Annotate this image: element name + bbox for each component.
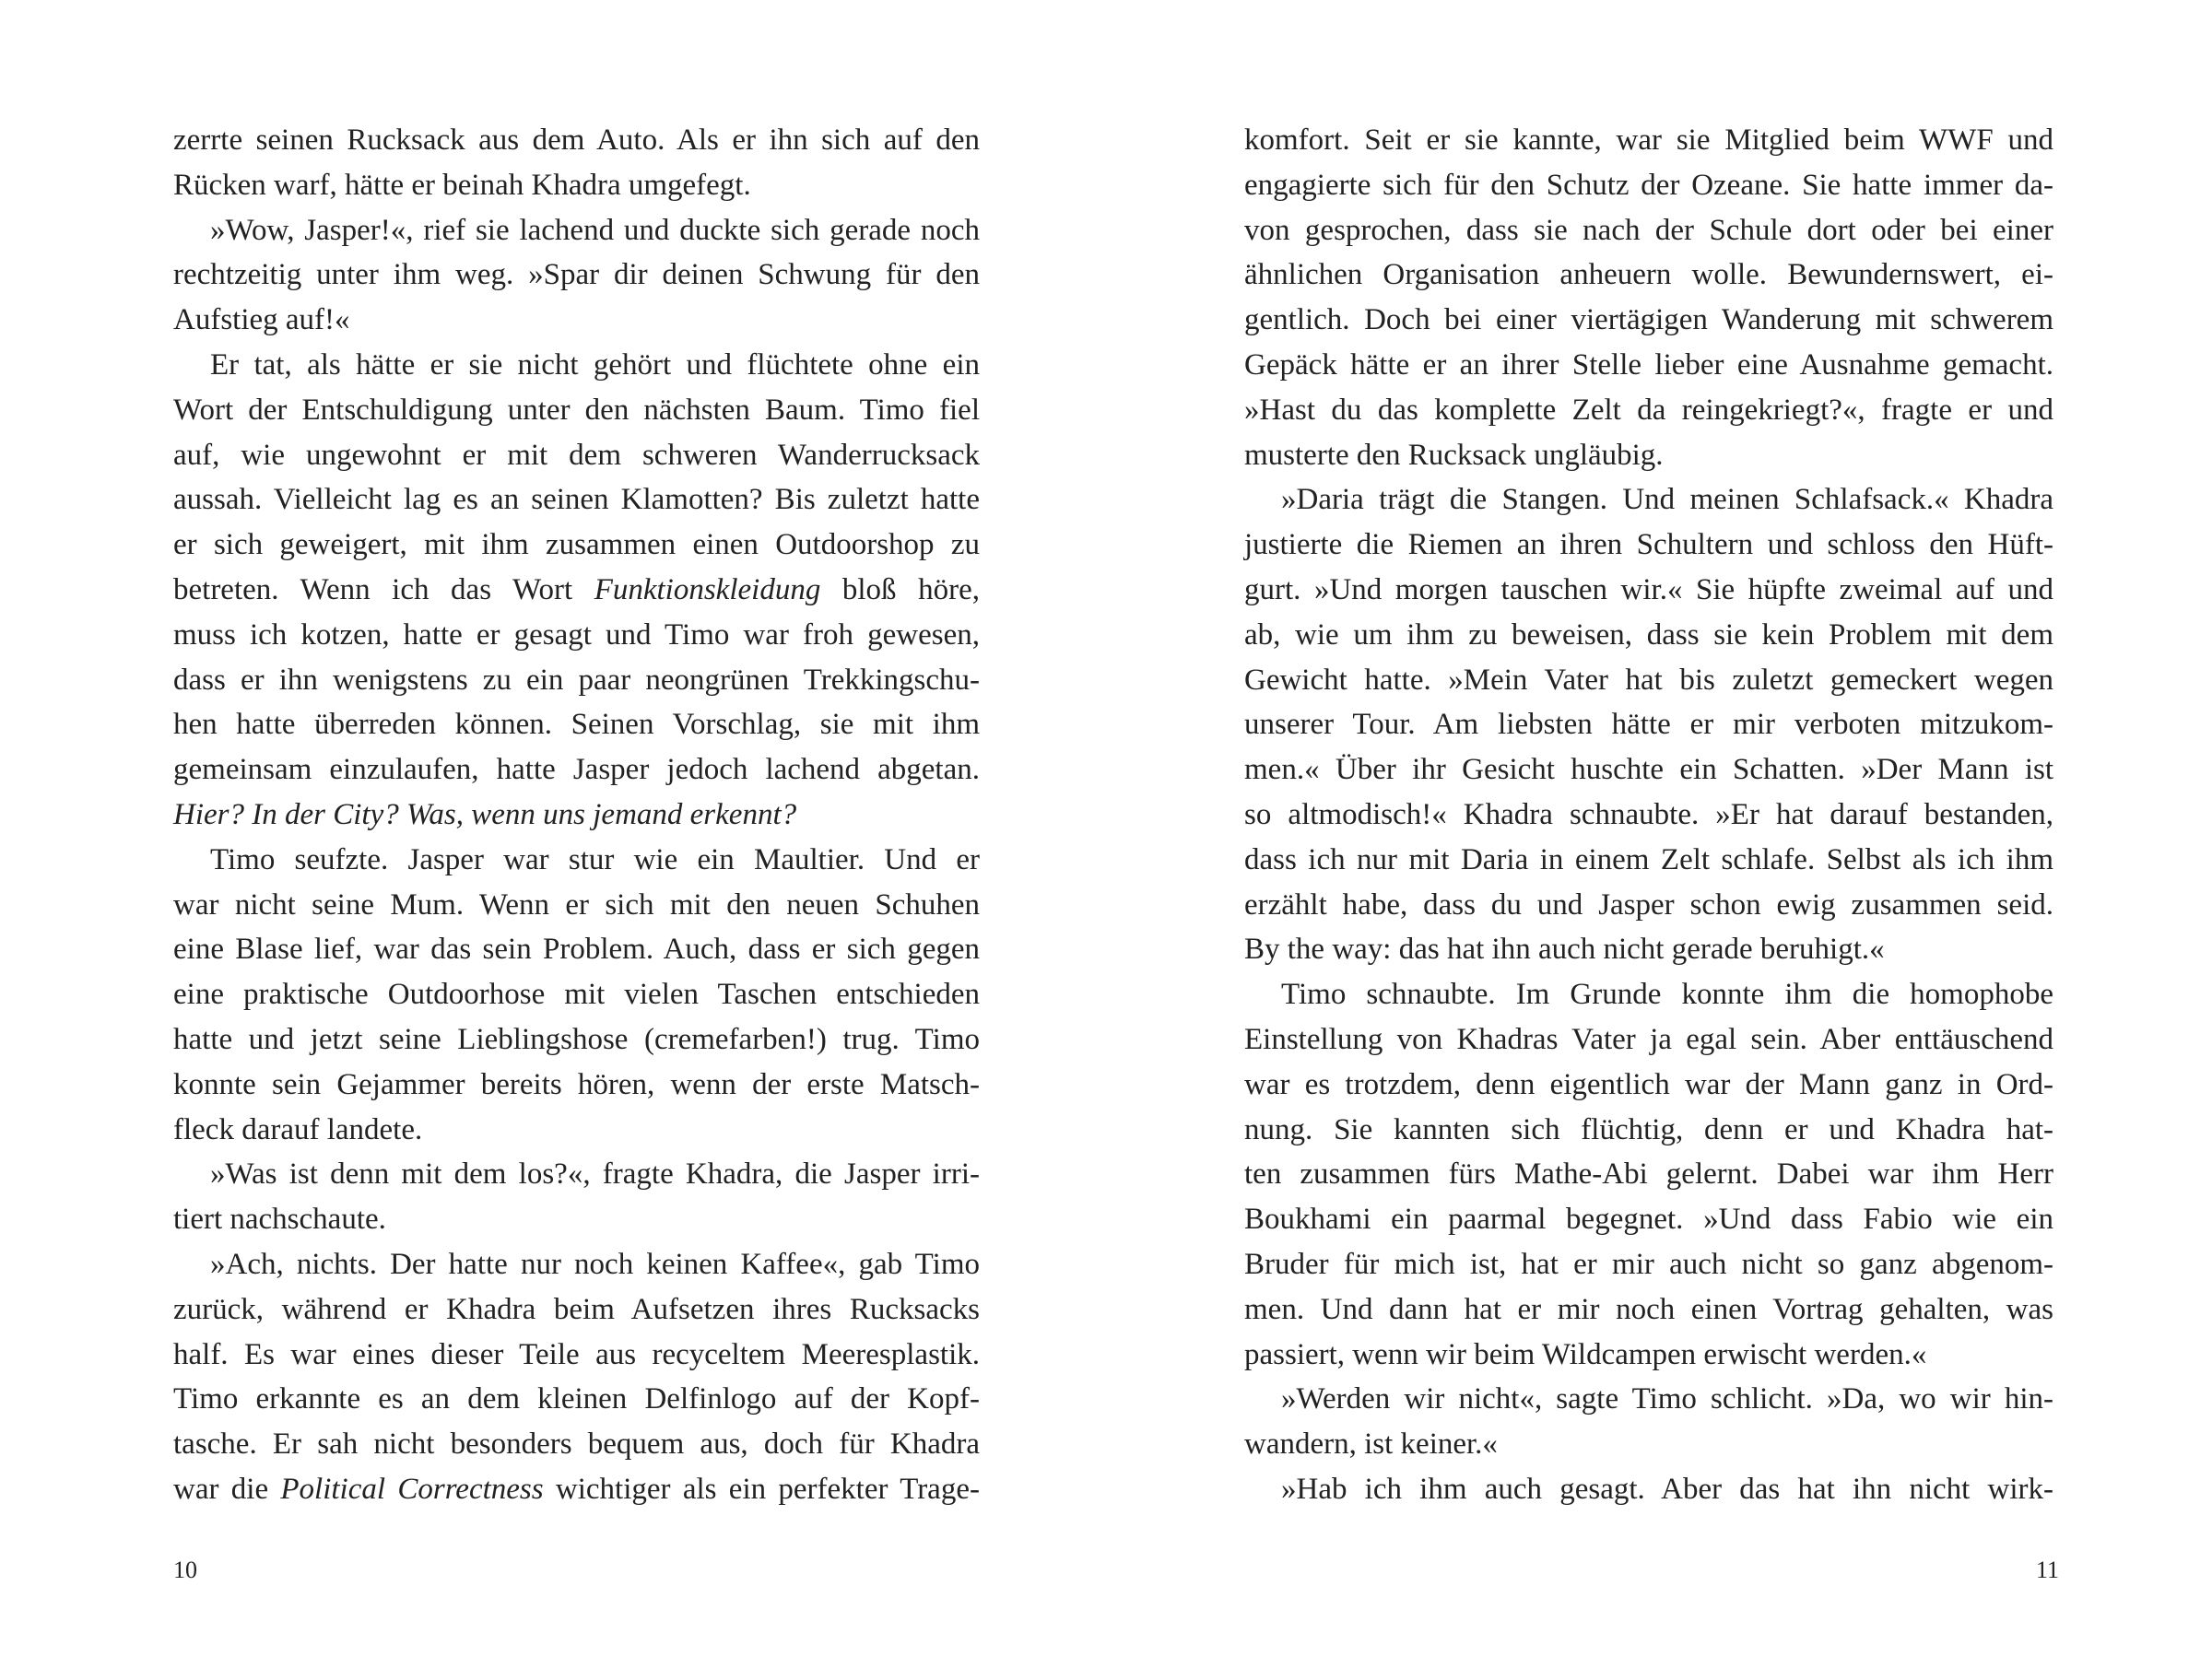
text-line: fleck darauf landete. [173, 1112, 423, 1146]
text-line: zurück, während er Khadra beim Aufsetzen ihres Rucksacks [173, 1292, 980, 1326]
text-line: Rücken warf, hätte er beinah Khadra umgefegt. [173, 168, 751, 202]
text-line: Timo schnaubte. Im Grunde konnte ihm die homophobe [1281, 978, 2053, 1012]
right-page [1106, 0, 2212, 1680]
text-line: Hier? In der City? Was, wenn uns jemand erkennt? [173, 797, 797, 831]
text-line: auf, wie ungewohnt er mit dem schweren Wanderrucksack [173, 438, 980, 472]
text-line: Aufstieg auf!« [173, 303, 350, 337]
text-line: eine Blase lief, war das sein Problem. Auch, dass er sich gegen [173, 933, 980, 967]
text-line: gemeinsam einzulaufen, hatte Jasper jedoch lachend abgetan. [173, 753, 980, 787]
text-line: Gepäck hätte er an ihrer Stelle lieber eine Ausnahme gemacht. [1244, 347, 2053, 382]
text-segment: wichtiger als ein perfekter Trage- [543, 1472, 980, 1506]
italic-text: Funktionskleidung [594, 572, 821, 606]
text-line: justierte die Riemen an ihren Schultern und schloss den Hüft- [1244, 528, 2053, 562]
text-line: erzählt habe, dass du und Jasper schon ewig zusammen seid. [1244, 887, 2053, 922]
text-line: zerrte seinen Rucksack aus dem Auto. Als er ihn sich auf den [173, 123, 980, 157]
text-line: »Ach, nichts. Der hatte nur noch keinen Kaffee«, gab Timo [210, 1247, 980, 1281]
text-segment: bloß höre, [820, 572, 980, 606]
text-line: »Was ist denn mit dem los?«, fragte Khadra, die Jasper irri- [210, 1157, 980, 1192]
italic-text: Political Correctness [280, 1472, 544, 1506]
text-line: nung. Sie kannten sich flüchtig, denn er und Khadra hat- [1244, 1112, 2053, 1146]
text-line: konnte sein Gejammer bereits hören, wenn der erste Matsch- [173, 1067, 980, 1101]
text-line: men.« Über ihr Gesicht huschte ein Schatten. »Der Mann ist [1244, 753, 2053, 787]
text-line: dass er ihn wenigstens zu ein paar neongrünen Trekkingschu- [173, 663, 980, 697]
text-line: Boukhami ein paarmal begegnet. »Und dass Fabio wie ein [1244, 1203, 2053, 1237]
text-line: passiert, wenn wir beim Wildcampen erwischt werden.« [1244, 1337, 1927, 1371]
right-page-text [1244, 118, 2053, 1512]
text-line: ten zusammen fürs Mathe-Abi gelernt. Dabei war ihm Herr [1244, 1157, 2053, 1192]
text-line: muss ich kotzen, hatte er gesagt und Timo war froh gewesen, [173, 617, 980, 652]
text-line: men. Und dann hat er mir noch einen Vortrag gehalten, was [1244, 1292, 2053, 1326]
text-line: gentlich. Doch bei einer viertägigen Wanderung mit schwerem [1244, 303, 2053, 337]
text-line: »Hab ich ihm auch gesagt. Aber das hat ihn nicht wirk- [1281, 1472, 2053, 1506]
left-page-text [173, 118, 980, 1512]
text-line: Gewicht hatte. »Mein Vater hat bis zuletzt gemeckert wegen [1244, 663, 2053, 697]
page-number-right: 11 [2036, 1557, 2060, 1583]
text-line: dass ich nur mit Daria in einem Zelt schlafe. Selbst als ich ihm [1244, 842, 2053, 876]
text-line: tiert nachschaute. [173, 1203, 386, 1237]
text-line: hen hatte überreden können. Seinen Vorschlag, sie mit ihm [173, 708, 980, 742]
text-line: ab, wie um ihm zu beweisen, dass sie kein Problem mit dem [1244, 617, 2053, 652]
text-line: komfort. Seit er sie kannte, war sie Mitglied beim WWF und [1244, 123, 2053, 157]
page-number-left: 10 [173, 1557, 197, 1583]
text-line: rechtzeitig unter ihm weg. »Spar dir deinen Schwung für den [173, 258, 980, 292]
text-line: ähnlichen Organisation anheuern wolle. Bewundernswert, ei- [1244, 258, 2053, 292]
text-line: er sich geweigert, mit ihm zusammen einen Outdoorshop zu [173, 528, 980, 562]
text-line: Timo seufzte. Jasper war stur wie ein Maultier. Und er [210, 842, 980, 876]
text-line [173, 568, 980, 613]
text-line: Bruder für mich ist, hat er mir auch nicht so ganz abgenom- [1244, 1247, 2053, 1281]
text-line: »Hast du das komplette Zelt da reingekriegt?«, fragte er und [1244, 393, 2053, 427]
text-segment: betreten. Wenn ich das Wort [173, 572, 594, 606]
text-line: engagierte sich für den Schutz der Ozeane. Sie hatte immer da- [1244, 168, 2053, 202]
text-line: Er tat, als hätte er sie nicht gehört und flüchtete ohne ein [210, 347, 980, 382]
text-line: so altmodisch!« Khadra schnaubte. »Er hat darauf bestanden, [1244, 797, 2053, 831]
text-line: By the way: das hat ihn auch nicht gerade beruhigt.« [1244, 933, 1885, 967]
text-line: »Wow, Jasper!«, rief sie lachend und duckte sich gerade noch [210, 213, 980, 247]
text-line: unserer Tour. Am liebsten hätte er mir verboten mitzukom- [1244, 708, 2053, 742]
text-line [173, 1467, 980, 1512]
text-line: aussah. Vielleicht lag es an seinen Klamotten? Bis zuletzt hatte [173, 483, 980, 517]
text-line: war nicht seine Mum. Wenn er sich mit den neuen Schuhen [173, 887, 980, 922]
text-line: wandern, ist keiner.« [1244, 1427, 1498, 1462]
text-line: Timo erkannte es an dem kleinen Delfinlogo auf der Kopf- [173, 1382, 980, 1416]
text-line: von gesprochen, dass sie nach der Schule dort oder bei einer [1244, 213, 2053, 247]
text-line: war es trotzdem, denn eigentlich war der Mann ganz in Ord- [1244, 1067, 2053, 1101]
text-line: Wort der Entschuldigung unter den nächsten Baum. Timo fiel [173, 393, 980, 427]
text-line: musterte den Rucksack ungläubig. [1244, 438, 1664, 472]
text-line: »Daria trägt die Stangen. Und meinen Schlafsack.« Khadra [1281, 483, 2053, 517]
text-line: half. Es war eines dieser Teile aus recyceltem Meeresplastik. [173, 1337, 980, 1371]
text-line: Einstellung von Khadras Vater ja egal sein. Aber enttäuschend [1244, 1022, 2053, 1056]
text-line: hatte und jetzt seine Lieblingshose (cremefarben!) trug. Timo [173, 1022, 980, 1056]
text-line: tasche. Er sah nicht besonders bequem aus, doch für Khadra [173, 1427, 980, 1462]
text-line: gurt. »Und morgen tauschen wir.« Sie hüpfte zweimal auf und [1244, 572, 2053, 606]
text-line: »Werden wir nicht«, sagte Timo schlicht. »Da, wo wir hin- [1281, 1382, 2053, 1416]
text-line: eine praktische Outdoorhose mit vielen Taschen entschieden [173, 978, 980, 1012]
text-segment: war die [173, 1472, 281, 1506]
